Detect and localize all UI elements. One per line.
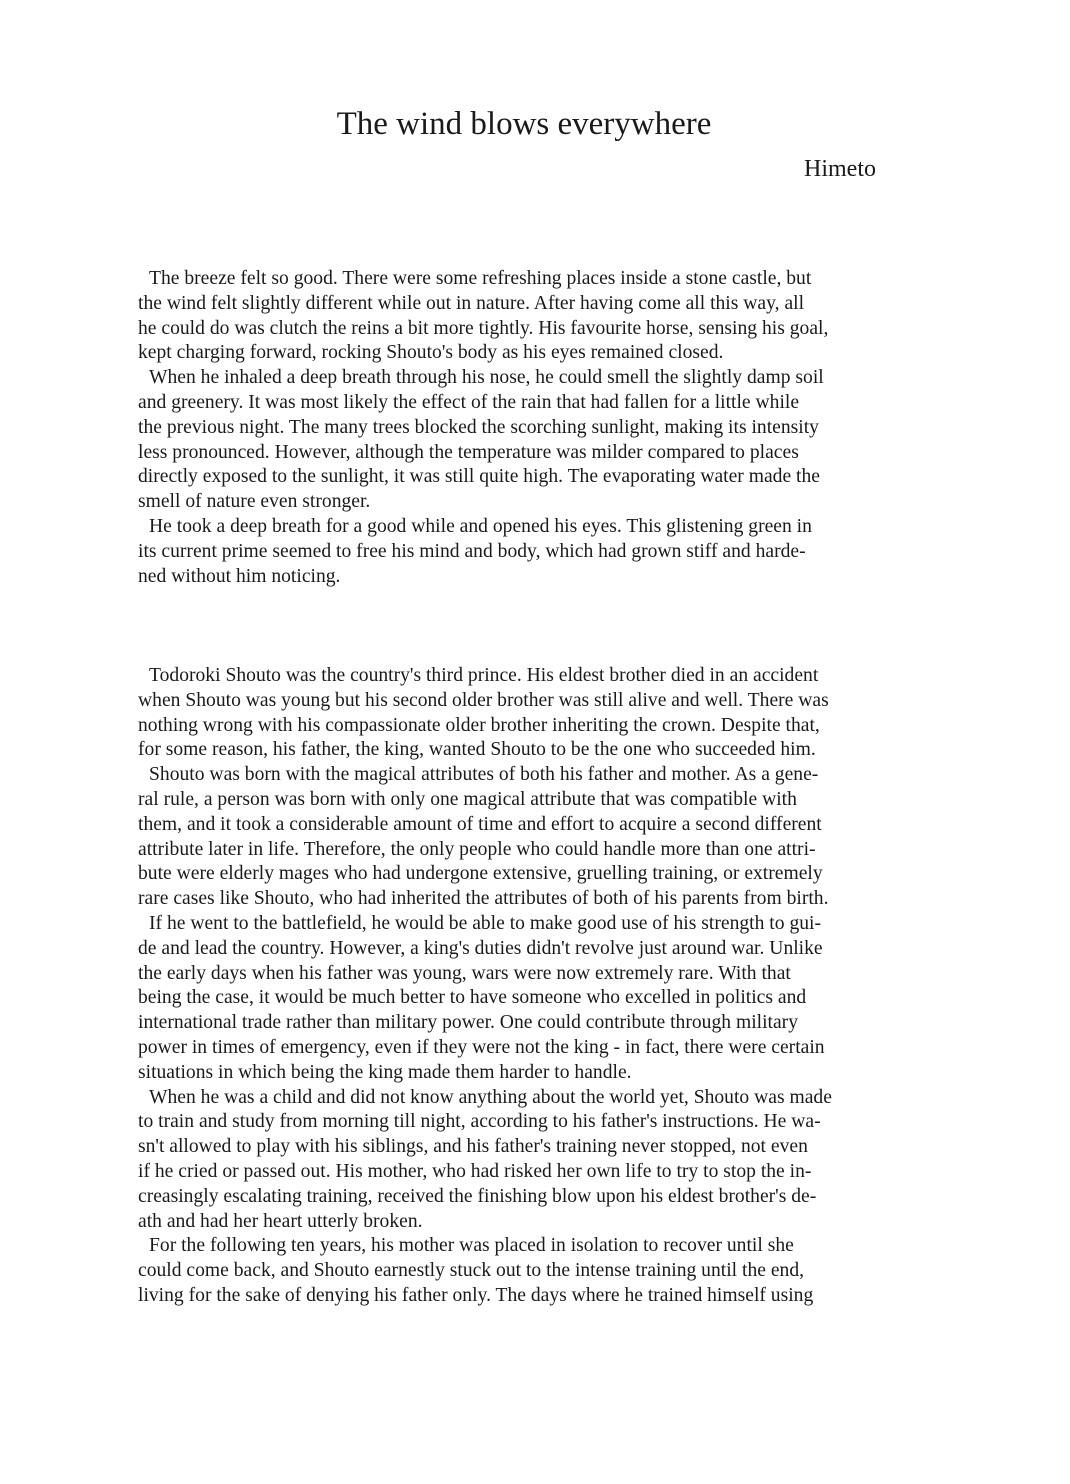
text-line: power in times of emergency, even if they were not the king - in fact, there were certain [138, 1036, 825, 1058]
text-line: the wind felt slightly different while out in nature. After having come all this way, all [138, 292, 805, 314]
text-line: when Shouto was young but his second older brother was still alive and well. There was [138, 689, 829, 711]
text-line: rare cases like Shouto, who had inherited the attributes of both of his parents from birth. [138, 888, 829, 910]
text-line: less pronounced. However, although the temperature was milder compared to places [138, 441, 799, 463]
text-line: for some reason, his father, the king, wanted Shouto to be the one who succeeded him. [138, 739, 816, 761]
text-section-1 [138, 267, 938, 589]
text-line: the early days when his father was young, wars were now extremely rare. With that [138, 962, 791, 984]
text-line: If he went to the battlefield, he would be able to make good use of his strength to gui- [149, 912, 822, 934]
text-line: directly exposed to the sunlight, it was still quite high. The evaporating water made the [138, 466, 820, 488]
text-line: sn't allowed to play with his siblings, and his father's training never stopped, not even [138, 1136, 808, 1158]
text-line: situations in which being the king made them harder to handle. [138, 1061, 632, 1083]
text-line: bute were elderly mages who had undergone extensive, gruelling training, or extremely [138, 863, 823, 885]
text-line: being the case, it would be much better to have someone who excelled in politics and [138, 987, 807, 1009]
text-line: international trade rather than military power. One could contribute through military [138, 1012, 798, 1034]
text-line: if he cried or passed out. His mother, who had risked her own life to try to stop the in- [138, 1160, 812, 1182]
text-line: living for the sake of denying his father only. The days where he trained himself using [138, 1284, 814, 1306]
text-line: creasingly escalating training, received the finishing blow upon his eldest brother's de- [138, 1185, 817, 1207]
text-line: he could do was clutch the reins a bit more tightly. His favourite horse, sensing his goal, [138, 317, 829, 339]
text-section-2 [138, 664, 938, 1309]
text-line: nothing wrong with his compassionate older brother inheriting the crown. Despite that, [138, 714, 820, 736]
text-line: the previous night. The many trees blocked the scorching sunlight, making its intensity [138, 416, 819, 438]
text-line: and greenery. It was most likely the effect of the rain that had fallen for a little while [138, 391, 800, 413]
text-line: He took a deep breath for a good while and opened his eyes. This glistening green in [149, 515, 812, 537]
text-line: Todoroki Shouto was the country's third prince. His eldest brother died in an accident [149, 665, 819, 686]
text-line: The breeze felt so good. There were some refreshing places inside a stone castle, but [149, 268, 812, 289]
text-line: could come back, and Shouto earnestly stuck out to the intense training until the end, [138, 1260, 805, 1282]
document-title: The wind blows everywhere [336, 106, 712, 142]
text-line: Shouto was born with the magical attributes of both his father and mother. As a gene- [149, 764, 819, 786]
text-line: attribute later in life. Therefore, the only people who could handle more than one attri- [138, 838, 816, 860]
text-line: smell of nature even stronger. [138, 491, 371, 513]
author-name: Himeto [804, 156, 876, 182]
text-line: For the following ten years, his mother was placed in isolation to recover until she [149, 1235, 794, 1257]
text-line: When he inhaled a deep breath through his nose, he could smell the slightly damp soil [149, 367, 824, 389]
text-line: kept charging forward, rocking Shouto's body as his eyes remained closed. [138, 342, 724, 364]
text-line: ral rule, a person was born with only one magical attribute that was compatible with [138, 788, 797, 810]
text-line: ath and had her heart utterly broken. [138, 1210, 423, 1232]
text-line: When he was a child and did not know anything about the world yet, Shouto was made [149, 1086, 832, 1108]
text-line: de and lead the country. However, a king's duties didn't revolve just around war. Unlike [138, 937, 823, 959]
text-line: ned without him noticing. [138, 565, 341, 587]
text-line: its current prime seemed to free his mind and body, which had grown stiff and harde- [138, 540, 806, 562]
text-line: them, and it took a considerable amount of time and effort to acquire a second different [138, 813, 822, 835]
text-line: to train and study from morning till night, according to his father's instructions. He wa- [138, 1111, 821, 1133]
